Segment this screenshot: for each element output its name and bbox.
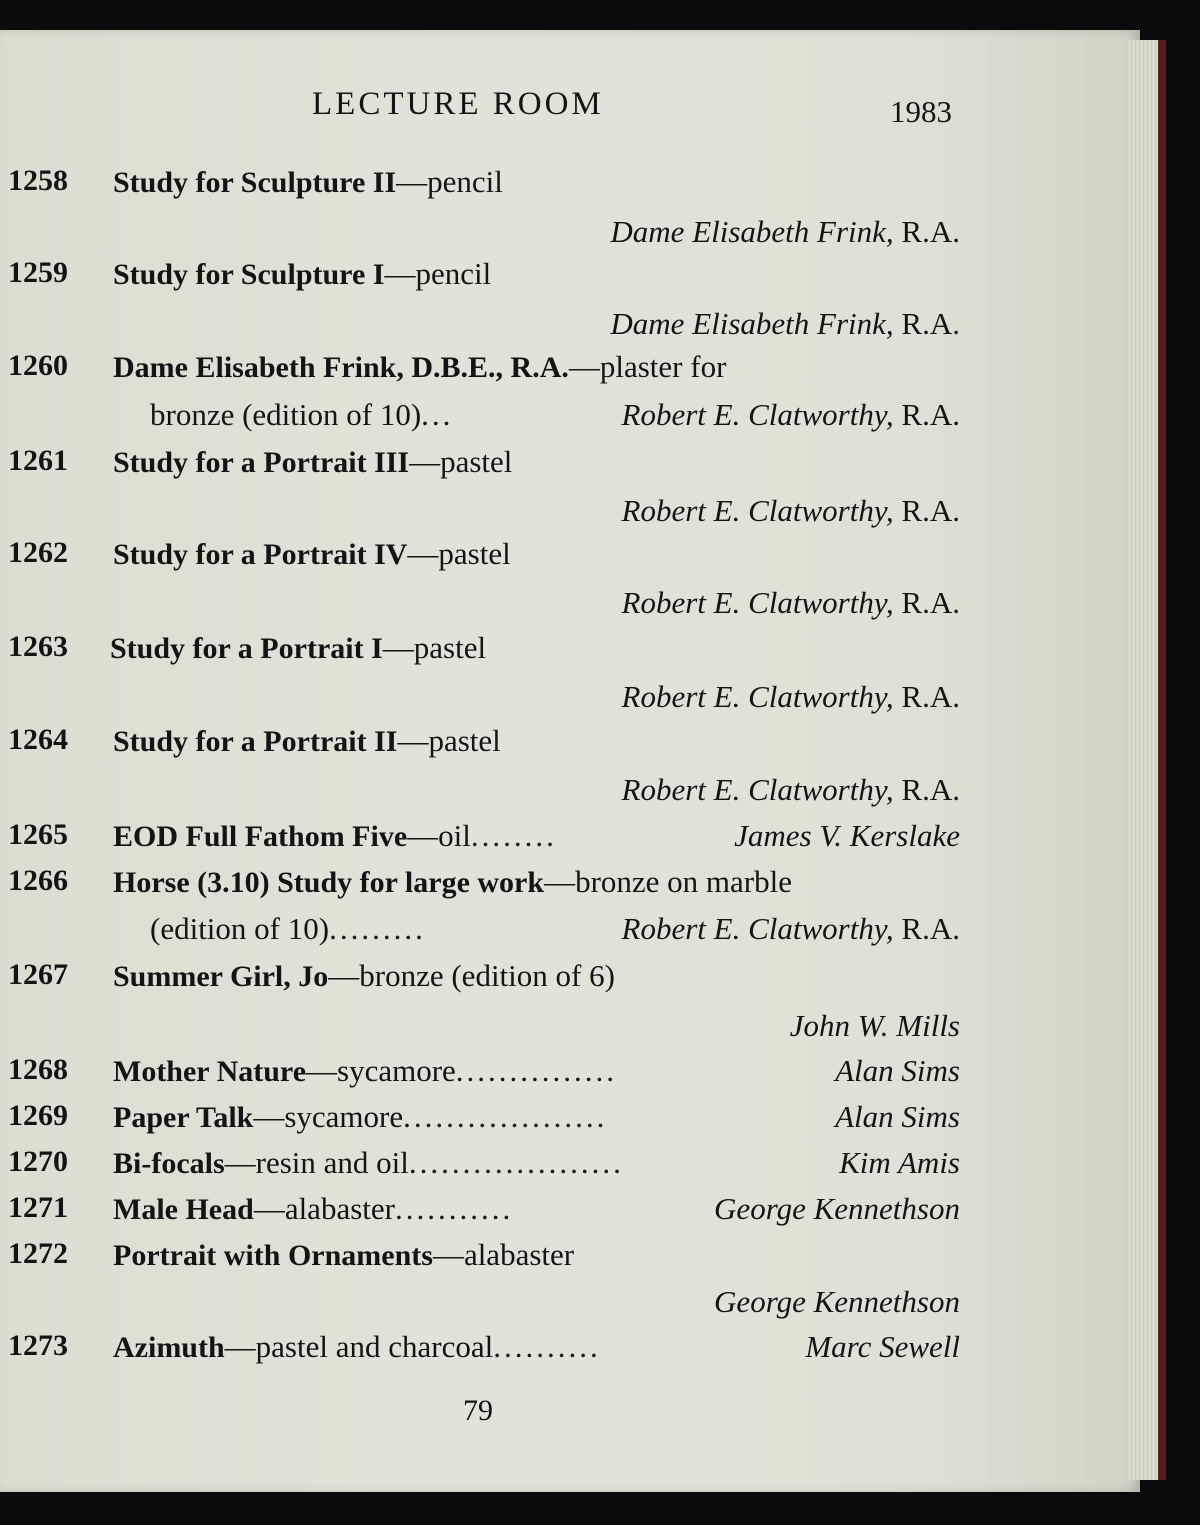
work-medium: —pastel <box>409 444 513 479</box>
entry-number: 1263 <box>8 630 68 663</box>
artist-name: Robert E. Clatworthy, <box>621 679 894 714</box>
entry-continuation-line <box>0 397 960 441</box>
artist-suffix: R.A. <box>893 772 960 807</box>
catalogue-entry-1269 <box>0 1099 960 1143</box>
work-medium: —sycamore <box>306 1053 456 1088</box>
work-title: Study for a Portrait I <box>110 632 383 665</box>
work-medium: —alabaster <box>253 1191 395 1226</box>
artist-name: Marc Sewell <box>805 1329 960 1364</box>
work-medium: —pastel <box>407 536 511 571</box>
artist-suffix: R.A. <box>893 397 960 432</box>
work-medium: —pastel and charcoal <box>224 1329 494 1364</box>
entry-artist-line <box>0 679 960 723</box>
entry-number: 1260 <box>8 349 68 382</box>
work-title: Study for a Portrait III <box>113 446 410 479</box>
work-medium: —pastel <box>382 630 487 665</box>
artist-suffix: R.A. <box>893 679 960 714</box>
artist-name: John W. Mills <box>789 1008 960 1043</box>
catalogue-entry-1265 <box>0 818 960 862</box>
dot-leader: ... <box>421 397 454 432</box>
catalogue-entry-1260 <box>0 349 960 393</box>
artist-name: George Kennethson <box>714 1191 960 1226</box>
work-medium: —pencil <box>396 164 503 199</box>
entry-artist-line <box>0 1284 960 1328</box>
artist-name: Robert E. Clatworthy, <box>621 911 894 946</box>
catalogue-entry-1267 <box>0 958 960 1002</box>
artist-name: Alan Sims <box>835 1053 960 1088</box>
work-title: Study for Sculpture I <box>113 258 385 291</box>
entry-number: 1269 <box>8 1099 68 1132</box>
dot-leader: ............... <box>455 1053 618 1088</box>
entry-number: 1258 <box>8 164 68 197</box>
work-medium: —resin and oil <box>224 1145 409 1180</box>
entry-number: 1262 <box>8 536 68 569</box>
dot-leader: ........... <box>394 1191 514 1226</box>
entry-number: 1267 <box>8 958 68 991</box>
entry-artist-line <box>0 214 960 258</box>
catalogue-entry-1270 <box>0 1145 960 1189</box>
work-medium: —bronze on marble <box>544 864 792 899</box>
work-title: Summer Girl, Jo <box>113 960 329 993</box>
artist-name: Robert E. Clatworthy, <box>621 585 894 620</box>
catalogue-entry-1259 <box>0 256 960 300</box>
entry-continuation-line <box>0 911 960 955</box>
work-title: Male Head <box>113 1193 254 1226</box>
work-title: EOD Full Fathom Five <box>113 820 408 853</box>
work-title: Paper Talk <box>113 1101 254 1134</box>
running-header-title: LECTURE ROOM <box>312 86 604 122</box>
work-title: Horse (3.10) Study for large work <box>113 866 545 899</box>
artist-suffix: R.A. <box>893 214 960 249</box>
catalogue-entry-1261 <box>0 444 960 488</box>
entry-number: 1268 <box>8 1053 68 1086</box>
artist-suffix: R.A. <box>893 493 960 528</box>
catalogue-entry-1258 <box>0 164 960 208</box>
work-title: Dame Elisabeth Frink, D.B.E., R.A. <box>113 351 569 384</box>
artist-name: George Kennethson <box>714 1284 960 1319</box>
work-medium-continued: bronze (edition of 10) <box>150 397 422 432</box>
entry-number: 1266 <box>8 864 68 897</box>
entry-number: 1261 <box>8 444 68 477</box>
page-number: 79 <box>463 1394 493 1427</box>
artist-name: Robert E. Clatworthy, <box>621 493 894 528</box>
work-medium: —pastel <box>397 723 501 758</box>
work-title: Azimuth <box>113 1331 225 1364</box>
work-title: Study for a Portrait IV <box>113 538 408 571</box>
work-medium: —pencil <box>384 256 492 291</box>
book-cover-edge <box>1158 40 1166 1480</box>
catalogue-entry-1272 <box>0 1237 960 1281</box>
entry-artist-line <box>0 493 960 537</box>
artist-suffix: R.A. <box>893 911 960 946</box>
artist-name: Kim Amis <box>839 1145 960 1180</box>
dot-leader: .................... <box>408 1145 624 1180</box>
artist-name: Robert E. Clatworthy, <box>621 772 894 807</box>
artist-name: Alan Sims <box>835 1099 960 1134</box>
artist-suffix: R.A. <box>893 585 960 620</box>
catalogue-entry-1263 <box>0 630 960 674</box>
entry-number: 1264 <box>8 723 68 756</box>
catalogue-entry-1264 <box>0 723 960 767</box>
work-medium: —plaster for <box>568 349 727 384</box>
entry-artist-line <box>0 585 960 629</box>
work-medium: —bronze (edition of 6) <box>328 958 615 993</box>
artist-name: Dame Elisabeth Frink, <box>610 306 894 341</box>
running-header-year: 1983 <box>890 94 952 129</box>
work-title: Study for Sculpture II <box>113 166 397 199</box>
work-medium: —oil <box>407 818 471 853</box>
catalogue-entry-1262 <box>0 536 960 580</box>
artist-name: Dame Elisabeth Frink, <box>610 214 894 249</box>
entry-number: 1272 <box>8 1237 68 1270</box>
work-medium-continued: (edition of 10) <box>150 911 330 946</box>
work-title: Mother Nature <box>113 1055 307 1088</box>
work-title: Study for a Portrait II <box>113 725 398 758</box>
artist-suffix: R.A. <box>893 306 960 341</box>
entry-artist-line <box>0 1008 960 1052</box>
catalogue-entry-1268 <box>0 1053 960 1097</box>
entry-number: 1270 <box>8 1145 68 1178</box>
work-medium: —sycamore <box>253 1099 404 1134</box>
catalogue-entry-1266 <box>0 864 960 908</box>
catalogue-entry-1273 <box>0 1329 960 1373</box>
entry-artist-line <box>0 306 960 350</box>
entry-number: 1259 <box>8 256 68 289</box>
dot-leader: .......... <box>493 1329 601 1364</box>
entry-number: 1265 <box>8 818 68 851</box>
artist-name: Robert E. Clatworthy, <box>621 397 894 432</box>
dot-leader: ......... <box>329 911 426 946</box>
dot-leader: ........ <box>470 818 557 853</box>
entry-artist-line <box>0 772 960 816</box>
catalogue-entry-1271 <box>0 1191 960 1235</box>
artist-name: James V. Kerslake <box>734 818 960 853</box>
work-medium: —alabaster <box>432 1237 575 1272</box>
work-title: Bi-focals <box>113 1147 225 1180</box>
entry-number: 1273 <box>8 1329 68 1362</box>
dot-leader: ................... <box>403 1099 608 1134</box>
page-edges <box>1128 40 1158 1480</box>
work-title: Portrait with Ornaments <box>113 1239 433 1272</box>
entry-number: 1271 <box>8 1191 68 1224</box>
